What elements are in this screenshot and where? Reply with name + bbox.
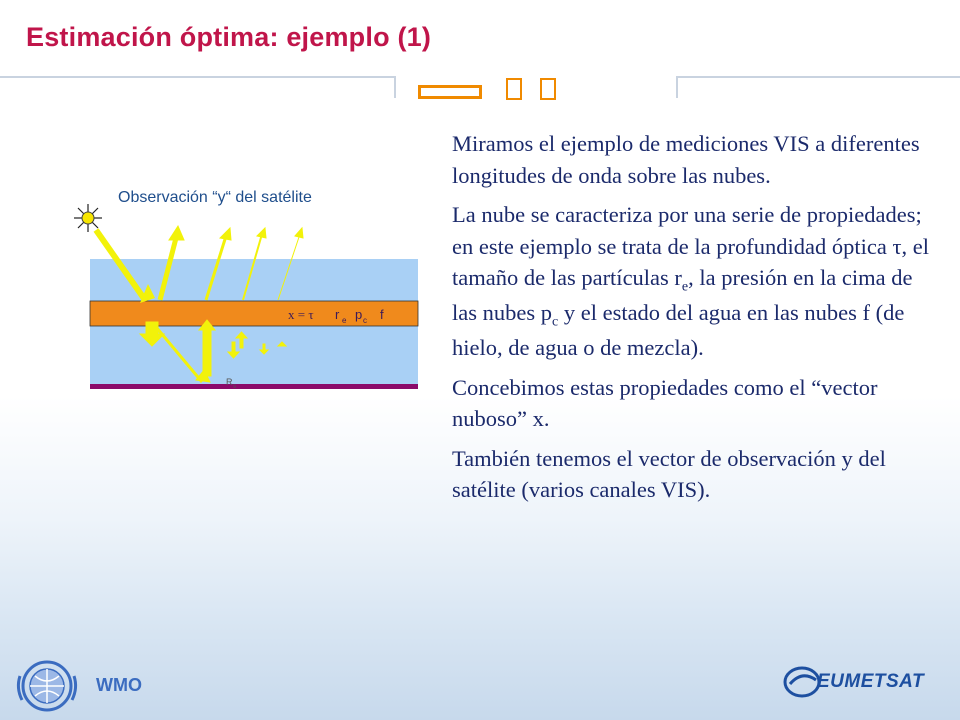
p2-text-a: La nube se caracteriza por una serie de propiedades; en este ejemplo se trata de la profundidad óptica τ, el tamaño de las partículas r	[452, 202, 929, 290]
ground-layer	[90, 384, 418, 389]
p2-text-b: , la presión en la cima de las nubes p	[452, 265, 913, 326]
cloud-diagram	[60, 170, 430, 410]
cloud-vector-p-sub: c	[363, 316, 367, 325]
surface-reflectance-sub: s	[233, 384, 236, 390]
decorative-orange-box	[540, 78, 556, 100]
slide-title: Estimación óptima: ejemplo (1)	[26, 22, 432, 52]
p2-sub-e: e	[681, 279, 689, 295]
header-rule-left	[0, 76, 396, 98]
surface-reflectance-label: R	[226, 377, 233, 387]
observation-label: Observación “y“ del satélite	[118, 189, 312, 206]
p2-text-c: y el estado del agua en las nubes f (de hielo, de agua o de mezcla).	[452, 300, 905, 361]
decorative-orange-bar	[418, 85, 482, 99]
wmo-logo-icon	[14, 656, 80, 716]
paragraph-cloud-properties	[452, 199, 942, 364]
cloud-vector-r-sub: e	[342, 316, 347, 325]
decorative-orange-box	[506, 78, 522, 100]
paragraph-intro: Miramos el ejemplo de mediciones VIS a diferentes longitudes de onda sobre las nubes.	[452, 131, 920, 188]
p2-sub-c: c	[552, 314, 559, 330]
paragraph-cloud-vector: Concebimos estas propiedades como el “vector nuboso” x.	[452, 374, 878, 432]
header-rule-right	[676, 76, 960, 98]
paragraph-observation-vector: También tenemos el vector de observación y del satélite (varios canales VIS).	[452, 445, 886, 503]
sun-icon	[74, 204, 102, 232]
cloud-vector-f: f	[380, 307, 384, 322]
cloud-layer	[90, 301, 418, 326]
cloud-vector-prefix: x = τ	[288, 307, 314, 322]
wmo-label: WMO	[96, 675, 142, 695]
cloud-vector-r: r	[335, 307, 340, 322]
eumetsat-label: EUMETSAT	[817, 671, 925, 692]
cloud-vector-p: p	[355, 307, 363, 322]
body-text	[452, 128, 942, 514]
